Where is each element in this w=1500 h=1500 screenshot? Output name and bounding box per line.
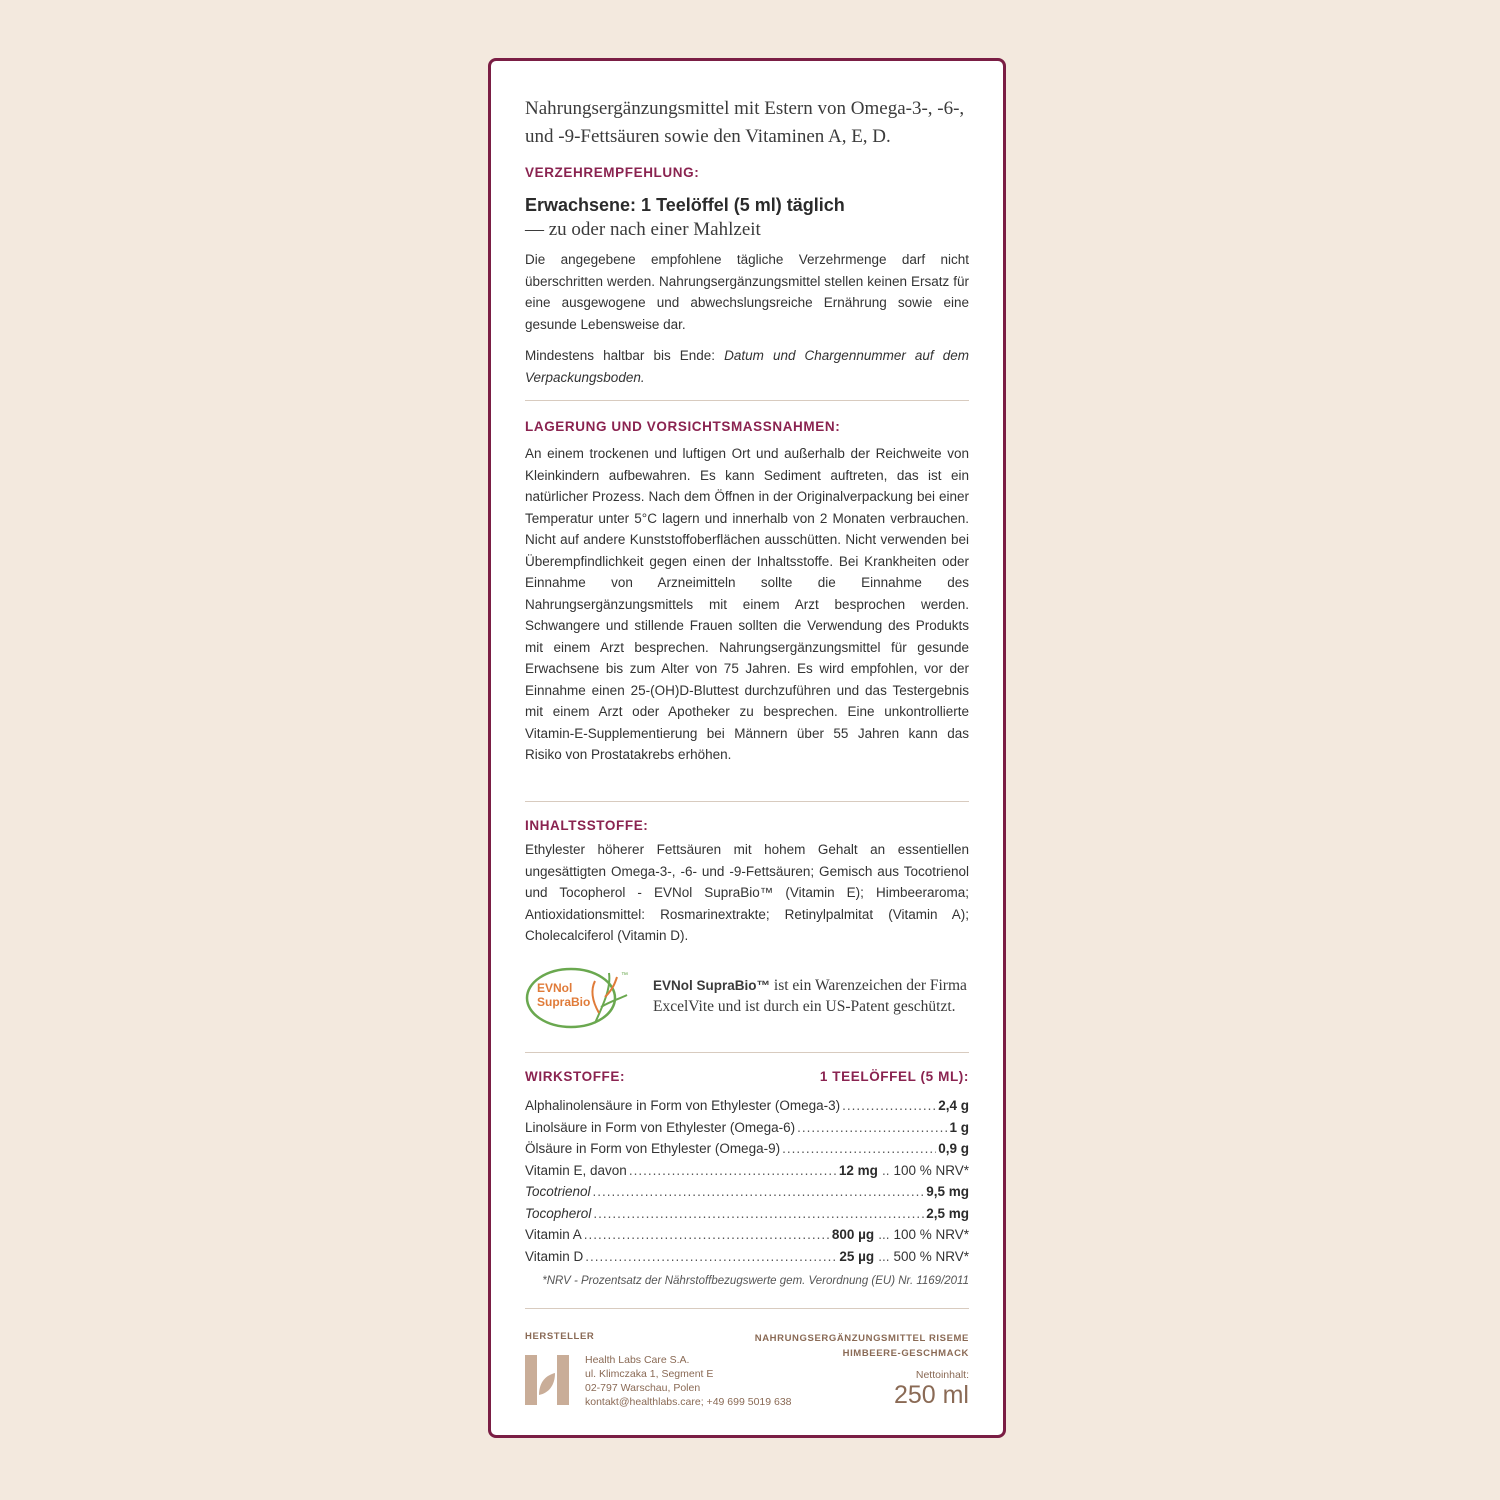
hersteller-label: HERSTELLER bbox=[525, 1331, 595, 1342]
divider bbox=[525, 1308, 969, 1309]
nutrient-value: 12 mg bbox=[838, 1162, 878, 1178]
logo-tm: ™ bbox=[621, 972, 628, 979]
dose-block bbox=[525, 193, 969, 243]
nrv-footnote: *NRV - Prozentsatz der Nährstoffbezugswerte gem. Verordnung (EU) Nr. 1169/2011 bbox=[542, 1275, 969, 1287]
nutrient-value: 2,5 mg bbox=[926, 1205, 969, 1221]
nutrient-row: Vitamin E, davon ..... 12 mg .. 100 % NRV* bbox=[525, 1160, 969, 1182]
evnol-suprabio-logo bbox=[525, 961, 635, 1035]
company-contact: kontakt@healthlabs.care; +49 699 5019 638 bbox=[585, 1396, 792, 1408]
mhd-prefix: Mindestens haltbar bis Ende: bbox=[525, 348, 716, 363]
nutrient-value: 2,4 g bbox=[938, 1098, 969, 1113]
company-street: ul. Klimczaka 1, Segment E bbox=[585, 1368, 714, 1380]
divider bbox=[525, 400, 969, 401]
divider bbox=[525, 1052, 969, 1053]
dose-line1: Erwachsene: 1 Teelöffel (5 ml) täglich bbox=[525, 195, 845, 215]
manufacturer-address bbox=[585, 1353, 792, 1409]
mhd-value: Datum und Chargennummer auf dem Verpackungsboden. bbox=[525, 348, 969, 385]
trademark-note bbox=[653, 975, 969, 1017]
nutrient-name: Vitamin A bbox=[525, 1227, 582, 1242]
health-labs-logo-icon bbox=[525, 1355, 571, 1405]
nutrient-name: Linolsäure in Form von Ethylester (Omega-6) bbox=[525, 1119, 796, 1135]
product-name bbox=[755, 1331, 969, 1361]
nutrient-name: Vitamin E, davon bbox=[525, 1162, 627, 1178]
nutrient-row bbox=[525, 1203, 969, 1225]
wirkstoffe-heading: WIRKSTOFFE: bbox=[525, 1069, 626, 1084]
inhalt-heading: INHALTSSTOFFE: bbox=[525, 818, 649, 833]
nutrient-nrv: 100 % NRV* bbox=[893, 1227, 969, 1242]
nutrient-value: 0,9 g bbox=[938, 1141, 969, 1156]
verzehr-heading: VERZEHREMPFEHLUNG: bbox=[525, 165, 700, 180]
product-line1: NAHRUNGSERGÄNZUNGSMITTEL RISEME bbox=[754, 1333, 969, 1344]
divider bbox=[525, 801, 969, 802]
logo-line1: EVNol bbox=[537, 981, 573, 995]
company-city: 02-797 Warschau, Polen bbox=[585, 1382, 701, 1394]
intro-text: Nahrungsergänzungsmittel mit Estern von Omega-3-, -6-, und -9-Fettsäuren sowie den Vitaminen A, E, D. bbox=[525, 98, 965, 147]
mhd-text bbox=[525, 345, 969, 388]
nutrient-name: Vitamin D bbox=[525, 1248, 584, 1264]
nutrient-row: Vitamin D ..... 25 µg ... 500 % NRV* bbox=[525, 1246, 969, 1268]
logo-line2: SupraBio bbox=[537, 995, 591, 1009]
portion-heading: 1 TEELÖFFEL (5 ML): bbox=[819, 1069, 969, 1084]
nutrient-row bbox=[525, 1138, 969, 1160]
nutrient-name: Alphalinolensäure in Form von Ethylester (Omega-3) bbox=[525, 1098, 841, 1113]
net-value: 250 ml bbox=[893, 1381, 969, 1409]
warning-text: Die angegebene empfohlene tägliche Verzehrmenge darf nicht überschritten werden. Nahrungsergänzungsmittel stellen keinen Ersatz für eine ausgewogene und abwechslungsreiche Ernährung sowie eine gesunde Lebensweise dar. bbox=[525, 252, 969, 332]
trademark-brand: EVNol SupraBio™ bbox=[653, 978, 771, 993]
nutrient-row: Vitamin A ..... 800 µg ... 100 % NRV* bbox=[525, 1224, 969, 1246]
inhalt-text: Ethylester höherer Fettsäuren mit hohem Gehalt an essentiellen ungesättigten Omega-3-, -6- und -9-Fettsäuren; Gemisch aus Tocotrienol und Tocopherol - EVNol SupraBio™ (Vitamin E); Himbeeraroma; Antioxidationsmittel: Rosmarinextrakte; Retinylpalmitat (Vitamin A); Cholecalciferol (Vitamin D). bbox=[525, 842, 969, 943]
trademark-text: ist ein Warenzeichen der Firma ExcelVite und ist durch ein US-Patent geschützt. bbox=[653, 977, 967, 1015]
dose-line2: — zu oder nach einer Mahlzeit bbox=[525, 219, 761, 240]
company-name: Health Labs Care S.A. bbox=[585, 1354, 690, 1366]
nutrient-value: 25 µg bbox=[839, 1248, 875, 1264]
wirkstoffe-header bbox=[525, 1069, 969, 1084]
lagerung-heading: LAGERUNG UND VORSICHTSMASSNAHMEN: bbox=[525, 419, 841, 434]
footer bbox=[525, 1331, 969, 1409]
nutrient-nrv: 100 % NRV* bbox=[893, 1162, 969, 1178]
nutrient-value: 9,5 mg bbox=[926, 1184, 969, 1199]
net-label: Nettoinhalt: bbox=[915, 1369, 969, 1381]
nutrient-row bbox=[525, 1117, 969, 1139]
nutrient-nrv: 500 % NRV* bbox=[893, 1248, 969, 1264]
nutrient-row bbox=[525, 1181, 969, 1203]
nutrient-name: Tocopherol bbox=[525, 1205, 592, 1221]
nutrient-name: Tocotrienol bbox=[525, 1184, 591, 1199]
product-label bbox=[488, 58, 1006, 1438]
nutrient-value: 800 µg bbox=[831, 1227, 875, 1242]
lagerung-text: An einem trockenen und luftigen Ort und außerhalb der Reichweite von Kleinkindern aufbewahren. Es kann Sediment auftreten, das ist ein natürlicher Prozess. Nach dem Öffnen in der Originalverpackung bei einer Temperatur unter 5°C lagern und innerhalb von 2 Monaten verbrauchen. Nicht auf andere Kunststoffoberflächen ausschütten. Nicht verwenden bei Überempfindlichkeit gegen einen der Inhaltsstoffe. Bei Krankheiten oder Einnahme von Arzneimitteln sollte die Einnahme des Nahrungsergänzungsmittels mit einem Arzt besprochen werden. Schwangere und stillende Frauen sollten die Verwendung des Produkts mit einem Arzt besprechen. Nahrungsergänzungsmittel für gesunde Erwachsene bis zum Alter von 75 Jahren. Es wird empfohlen, vor der Einnahme einen 25-(OH)D-Bluttest durchzuführen und das Testergebnis mit einem Arzt oder Apotheker zu besprechen. Eine unkontrollierte Vitamin-E-Supplementierung bei Männern über 55 Jahren kann das Risiko von Prostatakrebs erhöhen. bbox=[525, 446, 969, 762]
product-line2: HIMBEERE-GESCHMACK bbox=[842, 1348, 969, 1359]
nutrient-name: Ölsäure in Form von Ethylester (Omega-9) bbox=[525, 1141, 781, 1156]
nutrient-table bbox=[525, 1095, 969, 1267]
nutrient-value: 1 g bbox=[949, 1119, 969, 1135]
evnol-logo-icon bbox=[525, 961, 635, 1035]
nutrient-row bbox=[525, 1095, 969, 1117]
